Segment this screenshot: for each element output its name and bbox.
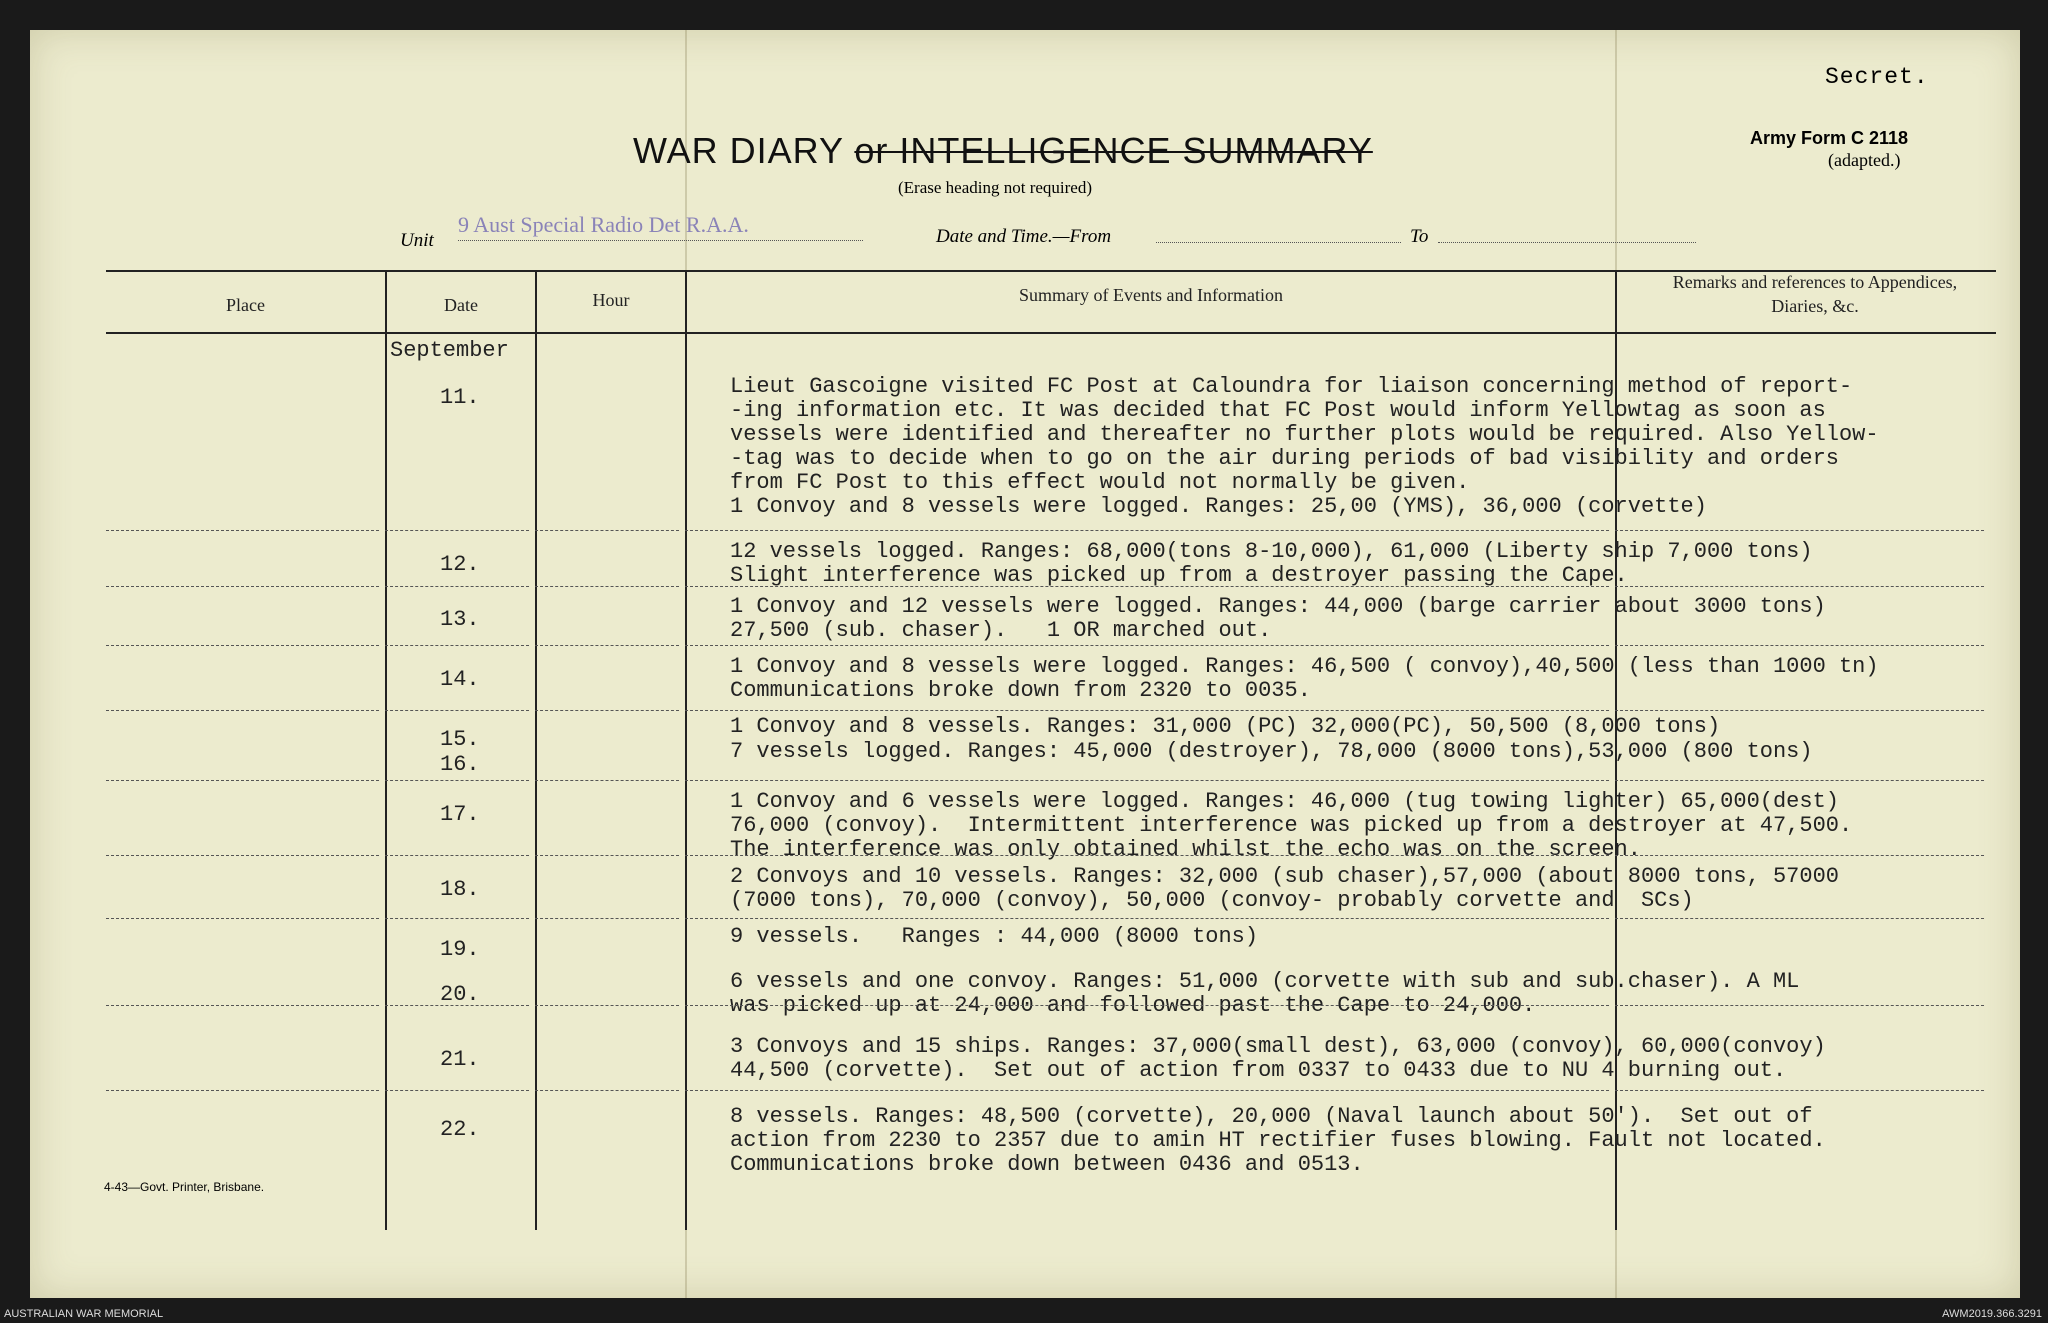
row-rule bbox=[1615, 645, 1984, 646]
date-column-rule bbox=[385, 270, 387, 1230]
header-hour: Hour bbox=[592, 290, 630, 310]
row-rule bbox=[385, 530, 529, 531]
row-rule bbox=[106, 710, 379, 711]
row-rule bbox=[685, 586, 1609, 587]
entry-line: vessels were identified and thereafter no further plots would be required. Also Yellow- bbox=[730, 422, 1879, 447]
summary-column-rule bbox=[685, 270, 687, 1230]
row-rule bbox=[106, 1005, 379, 1006]
entry-line: 6 vessels and one convoy. Ranges: 51,000 (corvette with sub and sub.chaser). A ML bbox=[730, 969, 1800, 994]
entry-date: 11. bbox=[440, 385, 480, 410]
entry-line: 1 Convoy and 12 vessels were logged. Ranges: 44,000 (barge carrier about 3000 tons) bbox=[730, 594, 1826, 619]
header-date: Date bbox=[444, 295, 478, 315]
row-rule bbox=[535, 780, 679, 781]
row-rule bbox=[685, 1005, 1609, 1006]
entry-date: 21. bbox=[440, 1047, 480, 1072]
printer-note: 4-43—Govt. Printer, Brisbane. bbox=[104, 1180, 265, 1194]
entry-line: (7000 tons), 70,000 (convoy), 50,000 (convoy- probably corvette and SCs) bbox=[730, 888, 1694, 913]
row-rule bbox=[106, 645, 379, 646]
header-remarks: Remarks and references to Appendices, Diaries, &c. bbox=[1672, 272, 1958, 316]
title-main: WAR DIARY bbox=[633, 130, 844, 171]
row-rule bbox=[535, 855, 679, 856]
diary-page bbox=[30, 30, 2020, 1298]
entry-date: 19. bbox=[440, 937, 480, 962]
entry-line: 1 Convoy and 8 vessels were logged. Ranges: 25,00 (YMS), 36,000 (corvette) bbox=[730, 494, 1707, 519]
row-rule bbox=[685, 645, 1609, 646]
row-rule bbox=[106, 586, 379, 587]
entry-line: -ing information etc. It was decided that FC Post would inform Yellowtag as soon as bbox=[730, 398, 1826, 423]
row-rule bbox=[535, 710, 679, 711]
entry-line: action from 2230 to 2357 due to amin HT rectifier fuses blowing. Fault not located. bbox=[730, 1128, 1826, 1153]
page-title bbox=[633, 130, 1373, 172]
entry-date: 14. bbox=[440, 667, 480, 692]
entry-line: 44,500 (corvette). Set out of action from 0337 to 0433 due to NU 4 burning out. bbox=[730, 1058, 1787, 1083]
row-rule bbox=[685, 780, 1609, 781]
row-rule bbox=[685, 855, 1609, 856]
credit-left: AUSTRALIAN WAR MEMORIAL bbox=[4, 1308, 164, 1320]
entry-line: 8 vessels. Ranges: 48,500 (corvette), 20,000 (Naval launch about 50'). Set out of bbox=[730, 1104, 1813, 1129]
row-rule bbox=[535, 530, 679, 531]
secret-label: Secret. bbox=[1825, 64, 1929, 90]
row-rule bbox=[1615, 530, 1984, 531]
row-rule bbox=[685, 530, 1609, 531]
entry-date: 22. bbox=[440, 1117, 480, 1142]
row-rule bbox=[385, 645, 529, 646]
entry-date: 13. bbox=[440, 607, 480, 632]
row-rule bbox=[535, 918, 679, 919]
row-rule bbox=[535, 1090, 679, 1091]
entry-date: 18. bbox=[440, 877, 480, 902]
hour-column-rule bbox=[535, 270, 537, 1230]
date-from-line bbox=[1156, 242, 1401, 243]
row-rule bbox=[535, 586, 679, 587]
unit-label: Unit bbox=[400, 230, 434, 251]
entry-line: 7 vessels logged. Ranges: 45,000 (destroyer), 78,000 (8000 tons),53,000 (800 tons) bbox=[730, 739, 1813, 764]
row-rule bbox=[385, 855, 529, 856]
row-rule bbox=[1615, 780, 1984, 781]
header-summary: Summary of Events and Information bbox=[1019, 285, 1283, 305]
row-rule bbox=[685, 710, 1609, 711]
entry-line: 1 Convoy and 8 vessels were logged. Ranges: 46,500 ( convoy),40,500 (less than 1000 tn) bbox=[730, 654, 1879, 679]
month-label: September bbox=[390, 338, 509, 363]
row-rule bbox=[106, 530, 379, 531]
row-rule bbox=[106, 855, 379, 856]
entry-date: 16. bbox=[440, 752, 480, 777]
entry-date: 20. bbox=[440, 982, 480, 1007]
credit-right: AWM2019.366.3291 bbox=[1942, 1308, 2042, 1320]
row-rule bbox=[385, 918, 529, 919]
row-rule bbox=[685, 1090, 1609, 1091]
entry-line: 9 vessels. Ranges : 44,000 (8000 tons) bbox=[730, 924, 1259, 949]
entry-line: 3 Convoys and 15 ships. Ranges: 37,000(small dest), 63,000 (convoy), 60,000(convoy) bbox=[730, 1034, 1826, 1059]
adapted-label: (adapted.) bbox=[1828, 150, 1901, 170]
entry-line: -tag was to decide when to go on the air during periods of bad visibility and orders bbox=[730, 446, 1839, 471]
entry-line: from FC Post to this effect would not normally be given. bbox=[730, 470, 1470, 495]
army-form-label: Army Form C 2118 bbox=[1750, 128, 1909, 148]
row-rule bbox=[106, 918, 379, 919]
row-rule bbox=[385, 1005, 529, 1006]
row-rule bbox=[1615, 1090, 1984, 1091]
entry-line: 76,000 (convoy). Intermittent interference was picked up from a destroyer at 47,500. bbox=[730, 813, 1853, 838]
entry-date: 15. bbox=[440, 727, 480, 752]
row-rule bbox=[385, 586, 529, 587]
table-header-rule bbox=[106, 332, 1996, 334]
row-rule bbox=[1615, 710, 1984, 711]
entry-line: Lieut Gascoigne visited FC Post at Caloundra for liaison concerning method of report- bbox=[730, 374, 1853, 399]
date-time-label: Date and Time.—From bbox=[936, 226, 1112, 247]
row-rule bbox=[385, 1090, 529, 1091]
entry-date: 12. bbox=[440, 552, 480, 577]
row-rule bbox=[1615, 1005, 1984, 1006]
entry-line: was picked up at 24,000 and followed past the Cape to 24,000. bbox=[730, 993, 1536, 1018]
to-label: To bbox=[1410, 226, 1429, 247]
row-rule bbox=[535, 645, 679, 646]
row-rule bbox=[106, 1090, 379, 1091]
erase-note: (Erase heading not required) bbox=[898, 178, 1092, 197]
date-to-line bbox=[1438, 242, 1696, 243]
row-rule bbox=[1615, 586, 1984, 587]
entry-line: Slight interference was picked up from a destroyer passing the Cape. bbox=[730, 563, 1628, 588]
entry-line: 2 Convoys and 10 vessels. Ranges: 32,000 (sub chaser),57,000 (about 8000 tons, 57000 bbox=[730, 864, 1839, 889]
title-struck: or INTELLIGENCE SUMMARY bbox=[854, 130, 1373, 171]
row-rule bbox=[535, 1005, 679, 1006]
row-rule bbox=[106, 780, 379, 781]
header-place: Place bbox=[226, 295, 265, 315]
row-rule bbox=[685, 918, 1609, 919]
entry-line: 27,500 (sub. chaser). 1 OR marched out. bbox=[730, 618, 1272, 643]
entry-line: 1 Convoy and 8 vessels. Ranges: 31,000 (PC) 32,000(PC), 50,500 (8,000 tons) bbox=[730, 714, 1721, 739]
entry-date: 17. bbox=[440, 802, 480, 827]
row-rule bbox=[1615, 918, 1984, 919]
row-rule bbox=[385, 780, 529, 781]
row-rule bbox=[385, 710, 529, 711]
entry-line: Communications broke down from 2320 to 0035. bbox=[730, 678, 1311, 703]
entry-line: 12 vessels logged. Ranges: 68,000(tons 8-10,000), 61,000 (Liberty ship 7,000 tons) bbox=[730, 539, 1813, 564]
row-rule bbox=[1615, 855, 1984, 856]
entry-line: 1 Convoy and 6 vessels were logged. Ranges: 46,000 (tug towing lighter) 65,000(dest) bbox=[730, 789, 1839, 814]
entry-line: Communications broke down between 0436 and 0513. bbox=[730, 1152, 1364, 1177]
unit-value: 9 Aust Special Radio Det R.A.A. bbox=[458, 212, 863, 241]
entry-line: The interference was only obtained whilst the echo was on the screen. bbox=[730, 837, 1641, 862]
